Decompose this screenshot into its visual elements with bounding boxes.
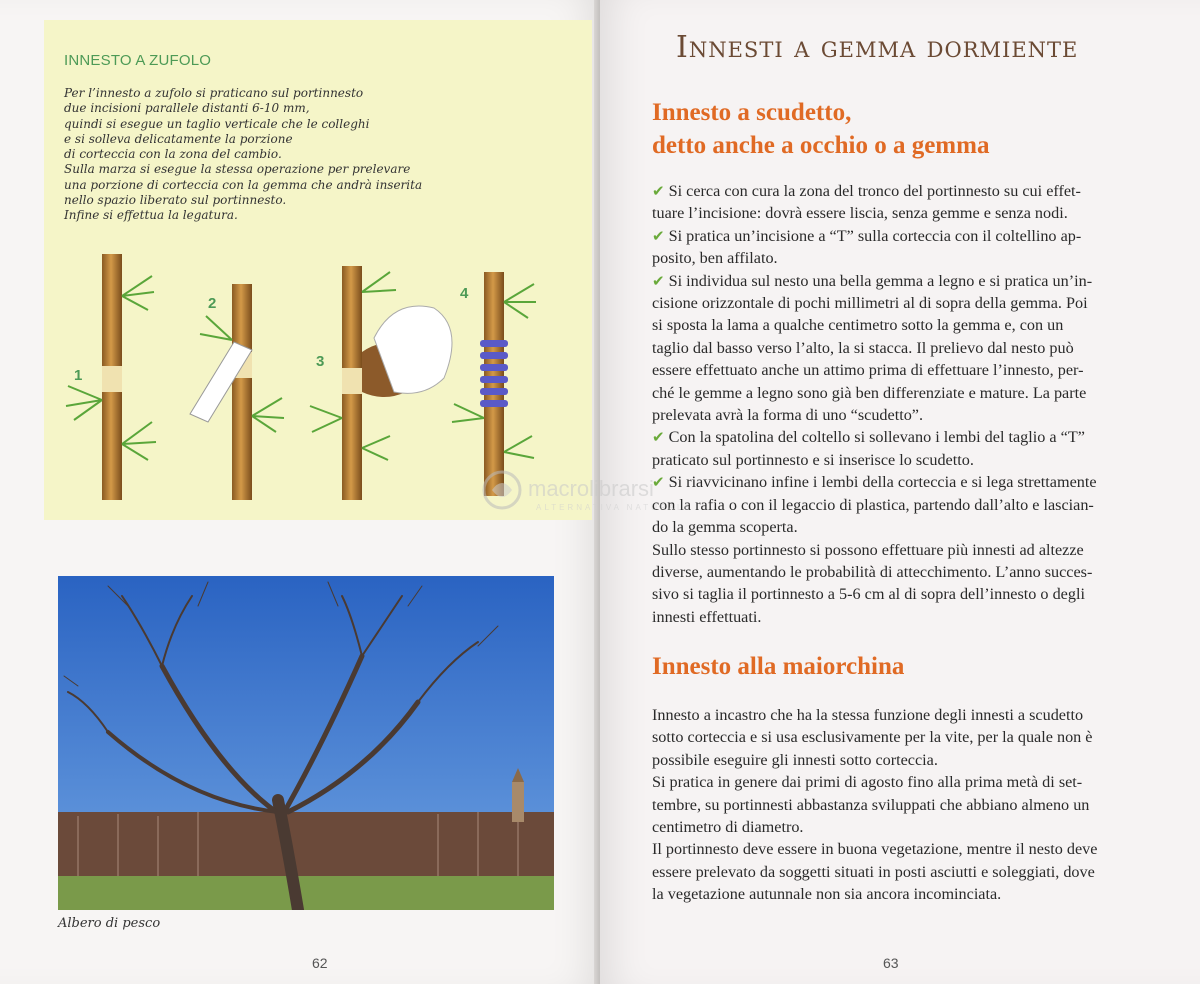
watermark-brand: macrolibrarsi (528, 476, 654, 501)
text-line: cisione orizzontale di pochi millimetri al di sopra della gemma. Poi (652, 294, 1088, 313)
check-icon: ✔ (652, 182, 665, 200)
text-line: innesti effettuati. (652, 607, 762, 626)
panel-line: due incisioni parallele distanti 6-10 mm, (64, 101, 310, 116)
text-line: ché le gemme a legno sono già ben differenziate e mature. La parte (652, 383, 1087, 402)
check-icon: ✔ (652, 473, 665, 492)
branch-step-4 (452, 272, 536, 496)
panel-line: di corteccia con la zona del cambio. (64, 147, 282, 162)
panel-line: e si solleva delicatamente la porzione (64, 131, 293, 146)
step-number: 2 (208, 295, 217, 312)
section-heading-line: Innesto a scudetto, (652, 99, 852, 126)
text-line: si sposta la lama a qualche centimetro sotto la gemma e, con un (652, 316, 1064, 335)
text-line: tembre, su portinnesti abbastanza sviluppati che abbiano almeno un (652, 795, 1090, 814)
panel-title: INNESTO A ZUFOLO (64, 52, 212, 69)
text-line: taglio dal basso verso l’alto, la si stacca. Il prelievo dal nesto può (652, 338, 1074, 357)
panel-line: una porzione di corteccia con la gemma che andrà inserita (64, 177, 423, 192)
text-line: centimetro di diametro. (652, 818, 804, 837)
text-line: ✔ Con la spatolina del coltello si sollevano i lembi del taglio a “T” (652, 428, 1085, 447)
watermark-logo (480, 468, 740, 514)
branch-step-2 (190, 284, 284, 500)
watermark-tagline: ALTERNATIVA NATURALE (536, 503, 693, 512)
step-number: 1 (74, 367, 83, 384)
panel-line: quindi si esegue un taglio verticale che le colleghi (64, 116, 370, 131)
peach-tree-photo (58, 576, 554, 910)
text-line: posito, ben affilato. (652, 249, 778, 268)
panel-line: Infine si effettua la legatura. (64, 208, 238, 223)
text-line: sotto corteccia e si usa esclusivamente per la vite, per la quale non è (652, 728, 1093, 747)
text-line: essere effettuato anche un attimo prima di effettuare l’innesto, per- (652, 361, 1084, 380)
text-line: Innesto a incastro che ha la stessa funzione degli innesti a scudetto (652, 706, 1084, 724)
text-line: ✔ Si riavvicinano infine i lembi della corteccia e si lega strettamente (652, 473, 1097, 492)
text-line: Si pratica in genere dai primi di agosto fino alla prima metà di set- (652, 773, 1083, 792)
panel-text (64, 86, 424, 224)
text-line: prelevata avrà la forma di uno “scudetto”. (652, 406, 924, 425)
text-line: ✔ Si pratica un’incisione a “T” sulla corteccia con il coltellino ap- (652, 226, 1082, 245)
text-line: Il portinnesto deve essere in buona vegetazione, mentre il nesto deve (652, 840, 1098, 859)
check-icon: ✔ (652, 271, 665, 290)
section-body (652, 704, 1154, 906)
panel-line: Sulla marza si esegue la stessa operazione per prelevare (64, 162, 411, 177)
text-line: ✔ Si cerca con cura la zona del tronco del portinnesto su cui effet- (652, 182, 1081, 200)
grafting-panel (44, 20, 592, 520)
step-number: 3 (316, 353, 325, 370)
text-line: Sullo stesso portinnesto si possono effettuare più innesti ad altezze (652, 540, 1084, 559)
chapter-title: Innesti a gemma dormiente (676, 30, 1079, 65)
section-body (652, 180, 1154, 628)
page-number: 62 (312, 955, 328, 971)
check-icon: ✔ (652, 428, 665, 447)
step-number: 4 (460, 285, 469, 302)
branch-step-3 (310, 266, 452, 500)
check-icon: ✔ (652, 226, 665, 245)
panel-line: Per l’innesto a zufolo si praticano sul portinnesto (64, 86, 364, 100)
text-line: do la gemma scoperta. (652, 518, 798, 537)
text-line: possibile eseguire gli innesti sotto corteccia. (652, 750, 938, 769)
text-line: ✔ Si individua sul nesto una bella gemma a legno e si pratica un’in- (652, 271, 1093, 290)
page-number: 63 (883, 955, 899, 971)
text-line: tuare l’incisione: dovrà essere liscia, senza gemme e senza nodi. (652, 204, 1068, 223)
panel-line: nello spazio liberato sul portinnesto. (64, 193, 287, 208)
text-line: essere prelevato da soggetti situati in posti asciutti e soleggiati, dove (652, 862, 1095, 881)
text-line: diverse, aumentando le probabilità di attecchimento. L’anno succes- (652, 562, 1093, 581)
section-heading-line: detto anche a occhio o a gemma (652, 132, 990, 159)
text-line: praticato sul portinnesto e si inserisce lo scudetto. (652, 450, 974, 469)
photo-caption: Albero di pesco (58, 916, 161, 931)
text-line: sivo si taglia il portinnesto a 5-6 cm al di sopra dell’innesto o degli (652, 585, 1085, 604)
text-line: la vegetazione autunnale non sia ancora incominciata. (652, 885, 1002, 904)
section-heading: Innesto alla maiorchina (652, 653, 905, 680)
text-line: con la rafia o con il legaccio di plastica, partendo dall’alto e lascian- (652, 495, 1094, 514)
section-heading (652, 96, 989, 162)
